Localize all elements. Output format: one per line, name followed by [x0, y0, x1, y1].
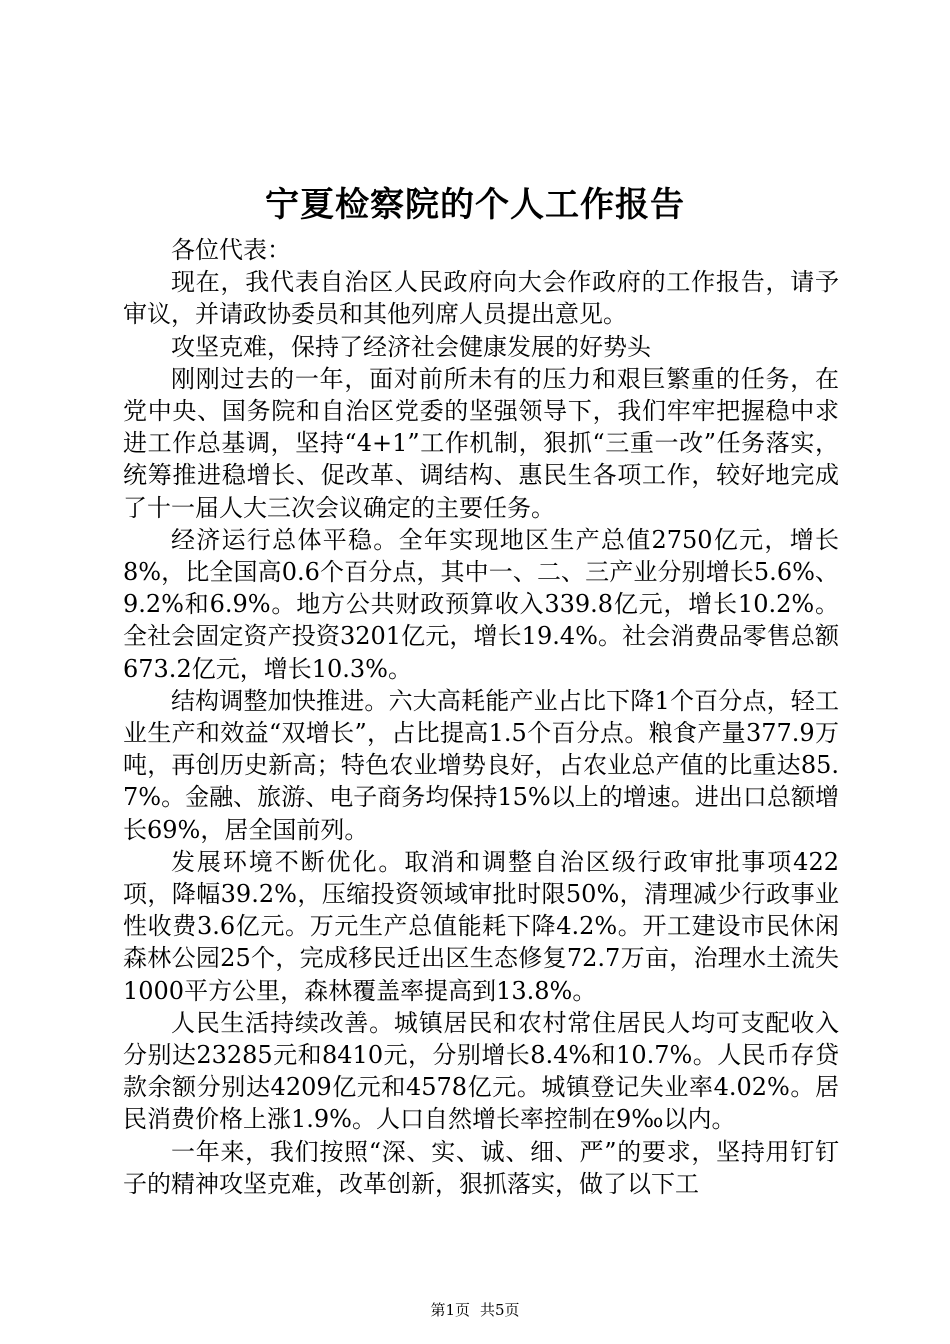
section-heading: 攻坚克难，保持了经济社会健康发展的好势头 — [171, 332, 651, 361]
page-footer — [0, 1300, 950, 1320]
body-paragraph: 一年来，我们按照“深、实、诚、细、严”的要求，坚持用钉钉子的精神攻坚克难，改革创新，狠抓落实，做了以下工 — [123, 1137, 839, 1198]
page-total: 共5页 — [480, 1301, 520, 1319]
page-number: 第1页 — [430, 1301, 470, 1319]
body-paragraph: 刚刚过去的一年，面对前所未有的压力和艰巨繁重的任务，在党中央、国务院和自治区党委的坚强领导下，我们牢牢把握稳中求进工作总基调，坚持“4+1”工作机制，狠抓“三重一改”任务落实，统筹推进稳增长、促改革、调结构、惠民生各项工作，较好地完成了十一届人大三次会议确定的主要任务。 — [123, 364, 839, 522]
document-title: 宁夏检察院的个人工作报告 — [265, 185, 685, 225]
body-paragraph: 结构调整加快推进。六大高耗能产业占比下降1个百分点，轻工业生产和效益“双增长”，占比提高1.5个百分点。粮食产量377.9万吨，再创历史新高；特色农业增势良好，占农业总产值的比重达85.7%。金融、旅游、电子商务均保持15%以上的增速。进出口总额增长69%，居全国前列。 — [123, 686, 839, 844]
body-paragraph: 人民生活持续改善。城镇居民和农村常住居民人均可支配收入分别达23285元和8410元，分别增长8.4%和10.7%。人民币存贷款余额分别达4209亿元和4578亿元。城镇登记失业率4.02%。居民消费价格上涨1.9%。人口自然增长率控制在9‰以内。 — [123, 1008, 839, 1134]
salutation: 各位代表： — [171, 236, 291, 264]
document-body — [123, 234, 839, 1200]
body-paragraph: 发展环境不断优化。取消和调整自治区级行政审批事项422项，降幅39.2%，压缩投资领域审批时限50%，清理减少行政事业性收费3.6亿元。万元生产总值能耗下降4.2%。开工建设市民休闲森林公园25个，完成移民迁出区生态修复72.7万亩，治理水土流失1000平方公里，森林覆盖率提高到13.8%。 — [123, 847, 839, 1005]
body-paragraph: 经济运行总体平稳。全年实现地区生产总值2750亿元，增长8%，比全国高0.6个百分点，其中一、二、三产业分别增长5.6%、9.2%和6.9%。地方公共财政预算收入339.8亿元，增长10.2%。全社会固定资产投资3201亿元，增长19.4%。社会消费品零售总额673.2亿元，增长10.3%。 — [123, 525, 839, 683]
body-paragraph: 现在，我代表自治区人民政府向大会作政府的工作报告，请予审议，并请政协委员和其他列席人员提出意见。 — [123, 268, 839, 329]
